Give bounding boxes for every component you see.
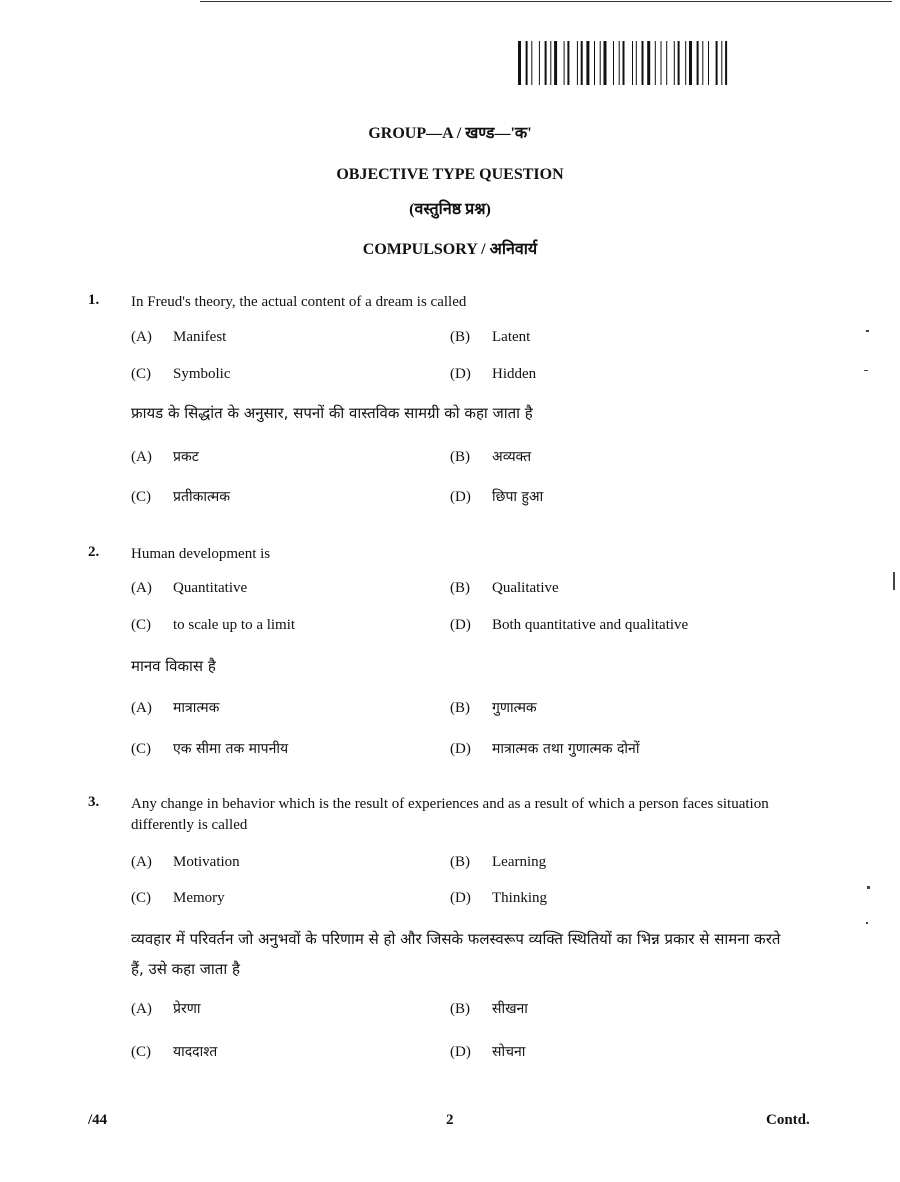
option-letter: (B): [450, 854, 470, 870]
group-heading: GROUP—A / खण्ड—'क': [368, 125, 532, 142]
option-b-english: [450, 854, 546, 871]
option-letter: (A): [131, 854, 152, 870]
option-letter: (C): [131, 1044, 151, 1060]
option-text: प्रकट: [173, 449, 199, 465]
option-b-hindi: [450, 698, 537, 717]
option-text: Motivation: [173, 854, 240, 870]
scan-speck: [866, 330, 869, 332]
option-letter: (C): [131, 741, 151, 757]
option-text: प्रतीकात्मक: [173, 489, 231, 505]
question-text-english: Any change in behavior which is the result of experiences and as a result of which a person faces situation differently is called: [131, 796, 769, 833]
paper-code: /44: [88, 1112, 108, 1128]
option-text: छिपा हुआ: [492, 489, 544, 505]
option-b-english: [450, 329, 530, 346]
option-letter: (A): [131, 700, 152, 716]
option-text: प्रेरणा: [173, 1001, 201, 1017]
option-text: Thinking: [492, 890, 547, 906]
option-d-hindi: [450, 1042, 525, 1061]
option-letter: (B): [450, 1001, 470, 1017]
option-letter: (D): [450, 489, 471, 505]
continued-label: Contd.: [766, 1112, 810, 1128]
option-c-english: [131, 366, 231, 383]
option-text: गुणात्मक: [492, 700, 537, 716]
question-number: 2.: [88, 544, 100, 560]
scan-speck: [893, 572, 895, 590]
option-d-english: [450, 617, 688, 634]
option-text: Manifest: [173, 329, 227, 345]
page-number: 2: [446, 1112, 454, 1128]
option-text: Learning: [492, 854, 547, 870]
objective-heading-hindi: (वस्तुनिष्ठ प्रश्न): [409, 201, 491, 218]
scan-speck: [866, 922, 868, 924]
option-d-hindi: [450, 739, 639, 758]
option-a-english: [131, 580, 247, 597]
option-letter: (C): [131, 617, 151, 633]
barcode: [518, 41, 783, 85]
option-a-hindi: [131, 698, 219, 717]
option-letter: (A): [131, 329, 152, 345]
top-rule: [200, 1, 892, 2]
option-letter: (A): [131, 449, 152, 465]
option-a-english: [131, 854, 240, 871]
compulsory-heading: COMPULSORY / अनिवार्य: [362, 241, 538, 258]
option-a-english: [131, 329, 226, 346]
option-letter: (A): [131, 580, 152, 596]
question-number: 1.: [88, 292, 100, 308]
option-letter: (C): [131, 890, 151, 906]
option-c-hindi: [131, 739, 288, 758]
option-text: Latent: [492, 329, 531, 345]
option-text: मात्रात्मक तथा गुणात्मक दोनों: [492, 741, 640, 757]
question-text-hindi: मानव विकास है: [131, 657, 216, 675]
option-text: Symbolic: [173, 366, 231, 382]
option-c-hindi: [131, 1042, 217, 1061]
option-letter: (B): [450, 700, 470, 716]
option-letter: (B): [450, 580, 470, 596]
option-text: मात्रात्मक: [173, 700, 220, 716]
option-text: याददाश्त: [173, 1044, 218, 1060]
option-letter: (B): [450, 329, 470, 345]
option-letter: (C): [131, 366, 151, 382]
option-text: सोचना: [492, 1044, 526, 1060]
option-letter: (C): [131, 489, 151, 505]
option-a-hindi: [131, 999, 200, 1018]
option-d-english: [450, 366, 536, 383]
option-letter: (B): [450, 449, 470, 465]
scan-speck: [867, 886, 870, 889]
option-c-hindi: [131, 487, 230, 506]
option-text: Both quantitative and qualitative: [492, 617, 689, 633]
option-text: Quantitative: [173, 580, 248, 596]
option-letter: (D): [450, 1044, 471, 1060]
option-letter: (D): [450, 890, 471, 906]
option-b-english: [450, 580, 559, 597]
option-text: Hidden: [492, 366, 537, 382]
question-text-english: Human development is: [131, 546, 271, 562]
option-text: एक सीमा तक मापनीय: [173, 741, 289, 757]
question-number: 3.: [88, 794, 100, 810]
question-text-hindi: व्यवहार में परिवर्तन जो अनुभवों के परिणाम से हो और जिसके फलस्वरूप व्यक्ति स्थितियों का भिन्न प्रकार से सामना करते हैं, उसे कहा जाता है: [131, 930, 781, 978]
option-c-english: [131, 890, 225, 907]
option-b-hindi: [450, 447, 531, 466]
option-text: Qualitative: [492, 580, 559, 596]
option-letter: (D): [450, 366, 471, 382]
option-text: to scale up to a limit: [173, 617, 296, 633]
question-text-hindi: फ्रायड के सिद्धांत के अनुसार, सपनों की वास्तविक सामग्री को कहा जाता है: [131, 404, 533, 422]
objective-heading: OBJECTIVE TYPE QUESTION: [336, 166, 564, 183]
option-d-hindi: [450, 487, 543, 506]
option-text: Memory: [173, 890, 225, 906]
option-text: सीखना: [492, 1001, 528, 1017]
option-letter: (D): [450, 617, 471, 633]
option-c-english: [131, 617, 295, 634]
option-letter: (A): [131, 1001, 152, 1017]
option-text: अव्यक्त: [492, 449, 532, 465]
option-d-english: [450, 890, 547, 907]
scan-speck: [864, 370, 868, 371]
option-letter: (D): [450, 741, 471, 757]
option-b-hindi: [450, 999, 528, 1018]
question-text-english: In Freud's theory, the actual content of a dream is called: [131, 294, 467, 310]
option-a-hindi: [131, 447, 199, 466]
